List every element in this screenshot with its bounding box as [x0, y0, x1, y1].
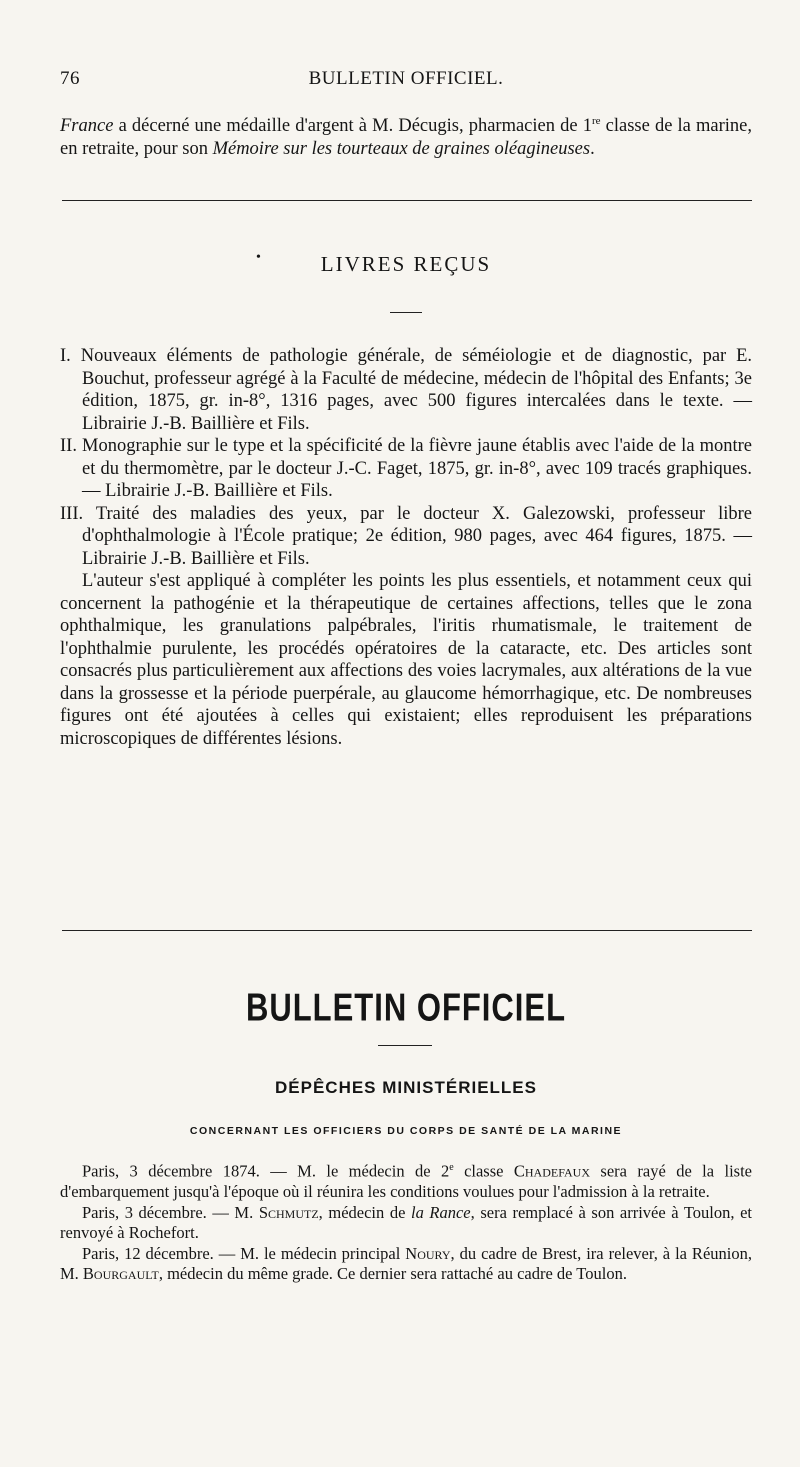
bulletin-title: BULLETIN OFFICIEL: [245, 985, 567, 1030]
intro-country: France: [60, 116, 114, 137]
section-divider: [62, 930, 752, 931]
short-divider: [378, 1045, 432, 1046]
book-entry: III. Traité des maladies des yeux, par le docteur X. Galezowski, professeur libre d'ophthalmologie à l'École pratique; 2e édition, 980 pages, avec 464 figures, 1875. — Librairie J.-B. Baillière et Fils.: [60, 503, 752, 569]
dispatch-list: [60, 1158, 752, 1285]
memoir-title: Mémoire sur les tourteaux de graines oléagineuses: [212, 138, 591, 159]
page-header: [60, 68, 752, 98]
short-divider: [390, 312, 422, 313]
officer-name: Noury: [405, 1243, 451, 1263]
book-entry: I. Nouveaux éléments de pathologie générale, de séméiologie et de diagnostic, par E. Bouchut, professeur agrégé à la Faculté de médecine, médecin de l'hôpital des Enfants; 3e édition, 1875, gr. in-8°, 1316 pages, avec 500 figures intercalées dans le texte. — Librairie J.-B. Baillière et Fils.: [60, 346, 753, 434]
depeches-heading: DÉPÊCHES MINISTÉRIELLES: [275, 1078, 537, 1097]
livres-list: [60, 345, 752, 750]
dispatch-item: Paris, 3 décembre. — M. Schmutz, médecin de la Rance, sera remplacé à son arrivée à Toulon, et renvoyé à Rochefort.: [60, 1202, 752, 1242]
section-divider: [62, 200, 752, 201]
officer-name: Chadefaux: [513, 1161, 591, 1181]
officer-name: Bourgault: [82, 1264, 159, 1283]
officer-name: Schmutz: [258, 1202, 319, 1222]
book-entry: II. Monographie sur le type et la spécificité de la fièvre jaune établis avec l'aide de la montre et du thermomètre, par le docteur J.-C. Faget, 1875, gr. in-8°, avec 109 tracés graphiques. — Librairie J.-B. Baillière et Fils.: [60, 436, 753, 501]
concerning-line: CONCERNANT LES OFFICIERS DU CORPS DE SANTÉ DE LA MARINE: [189, 1125, 623, 1137]
page-number: 76: [60, 68, 80, 89]
dispatch-item: Paris, 3 décembre 1874. — M. le médecin de 2e classe Chadefaux sera rayé de la liste d'embarquement jusqu'à l'époque où il réunira les conditions voulues pour l'admission à la retraite.: [60, 1161, 752, 1201]
dispatch-item: Paris, 12 décembre. — M. le médecin principal Noury, du cadre de Brest, ira relever, à la Réunion, M. Bourgault, médecin du même grade. Ce dernier sera rattaché au cadre de Toulon.: [60, 1243, 752, 1283]
livres-heading: LIVRES REÇUS: [320, 252, 492, 276]
intro-paragraph: France a décerné une médaille d'argent à M. Décugis, pharmacien de 1re classe de la marine, en retraite, pour son Mémoire sur les tourteaux de graines oléagineuses.: [60, 115, 752, 159]
ship-name: la Rance: [410, 1202, 471, 1222]
bullet-mark: •: [256, 250, 261, 265]
running-title: BULLETIN OFFICIEL.: [308, 68, 504, 89]
book-comment: L'auteur s'est appliqué à compléter les points les plus essentiels, et notamment ceux qui concernent la pathogénie et la thérapeutique de certaines affections, telles que le zona ophthalmique, les granulations palpébrales, l'iritis rhumatismale, le traitement de l'ophthalmie purulente, les procédés opératoires de la cataracte, etc. Des articles sont consacrés plus particulièrement aux affections des voies lacrymales, aux altérations de la vue dans la grossesse et la période puerpérale, au glaucome hémorrhagique, etc. De nombreuses figures ont été ajoutées à celles qui existaient; elles reproduisent les préparations microscopiques de différentes lésions.: [60, 571, 752, 749]
